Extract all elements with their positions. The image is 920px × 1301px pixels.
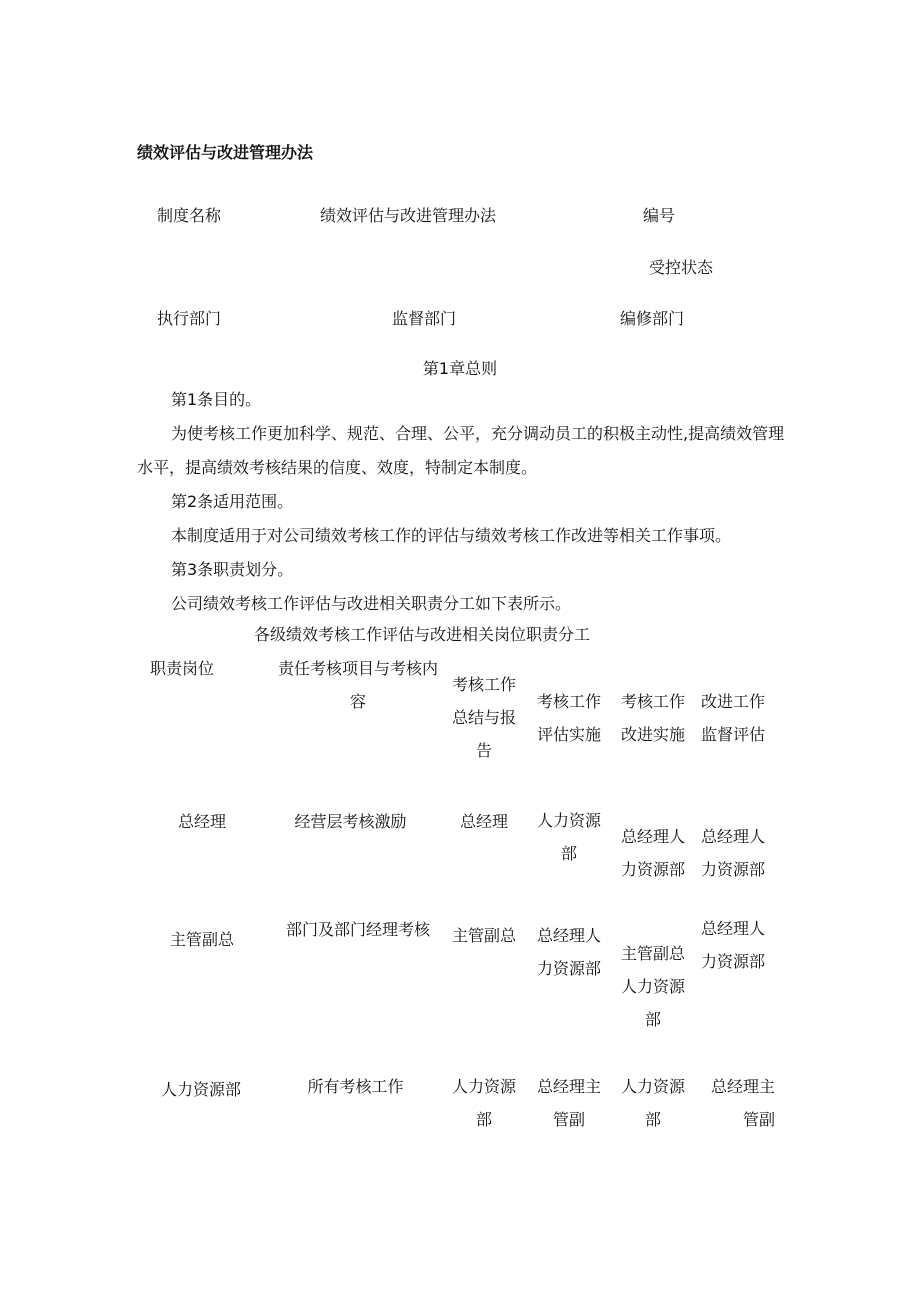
edit-dept-label: 编修部门 (620, 309, 685, 328)
system-name-label: 制度名称 (157, 206, 222, 225)
table-header-cell: 考核工作评估实施 (536, 692, 601, 744)
table-cell: 总经理人力资源部 (536, 926, 601, 978)
table-cell: 所有考核工作 (307, 1077, 404, 1096)
table-cell: 经营层考核激励 (294, 812, 407, 831)
table-cell: 总经理主管副 (536, 1077, 601, 1129)
table-cell: 总经理主管副 (710, 1077, 775, 1129)
article-3-title: 第3条职责划分。 (171, 560, 294, 579)
control-status-label: 受控状态 (649, 258, 714, 277)
table-header-cell: 考核工作改进实施 (620, 692, 685, 744)
table-cell: 人力资源部 (451, 1077, 516, 1129)
table-caption: 各级绩效考核工作评估与改进相关岗位职责分工 (254, 625, 591, 644)
table-cell: 总经理人力资源部 (700, 827, 765, 879)
system-name-value: 绩效评估与改进管理办法 (320, 206, 497, 225)
article-1-body: 为使考核工作更加科学、规范、合理、公平，充分调动员工的积极主动性,提高绩效管理水平，提高绩效考核结果的信度、效度，特制定本制度。 (137, 424, 785, 477)
article-3-body: 公司绩效考核工作评估与改进相关职责分工如下表所示。 (171, 594, 572, 613)
table-cell: 人力资源部 (536, 811, 601, 863)
table-cell: 主管副总 (169, 930, 234, 949)
table-cell: 主管副总 (451, 926, 516, 945)
article-2-title: 第2条适用范围。 (171, 492, 294, 511)
table-cell: 主管副总人力资源部 (620, 944, 685, 1029)
table-header-cell: 职责岗位 (149, 659, 214, 678)
article-1-title: 第1条目的。 (171, 390, 262, 409)
table-cell: 总经理人力资源部 (620, 827, 685, 879)
table-header-cell: 改进工作监督评估 (700, 692, 765, 744)
table-header-cell: 考核工作总结与报告 (451, 675, 516, 760)
table-cell: 总经理人力资源部 (700, 919, 765, 971)
article-2-body: 本制度适用于对公司绩效考核工作的评估与绩效考核工作改进等相关工作事项。 (171, 526, 732, 545)
table-cell: 人力资源部 (620, 1077, 685, 1129)
table-cell: 部门及部门经理考核 (285, 920, 430, 939)
number-label: 编号 (643, 206, 676, 225)
document-title: 绩效评估与改进管理办法 (137, 143, 314, 162)
table-header-cell: 责任考核项目与考核内容 (278, 659, 439, 711)
table-cell: 总经理 (459, 812, 508, 831)
table-cell: 人力资源部 (160, 1080, 241, 1099)
chapter-heading: 第1章总则 (422, 359, 498, 378)
table-cell: 总经理 (177, 812, 226, 831)
exec-dept-label: 执行部门 (157, 309, 222, 328)
supervise-dept-label: 监督部门 (392, 309, 457, 328)
